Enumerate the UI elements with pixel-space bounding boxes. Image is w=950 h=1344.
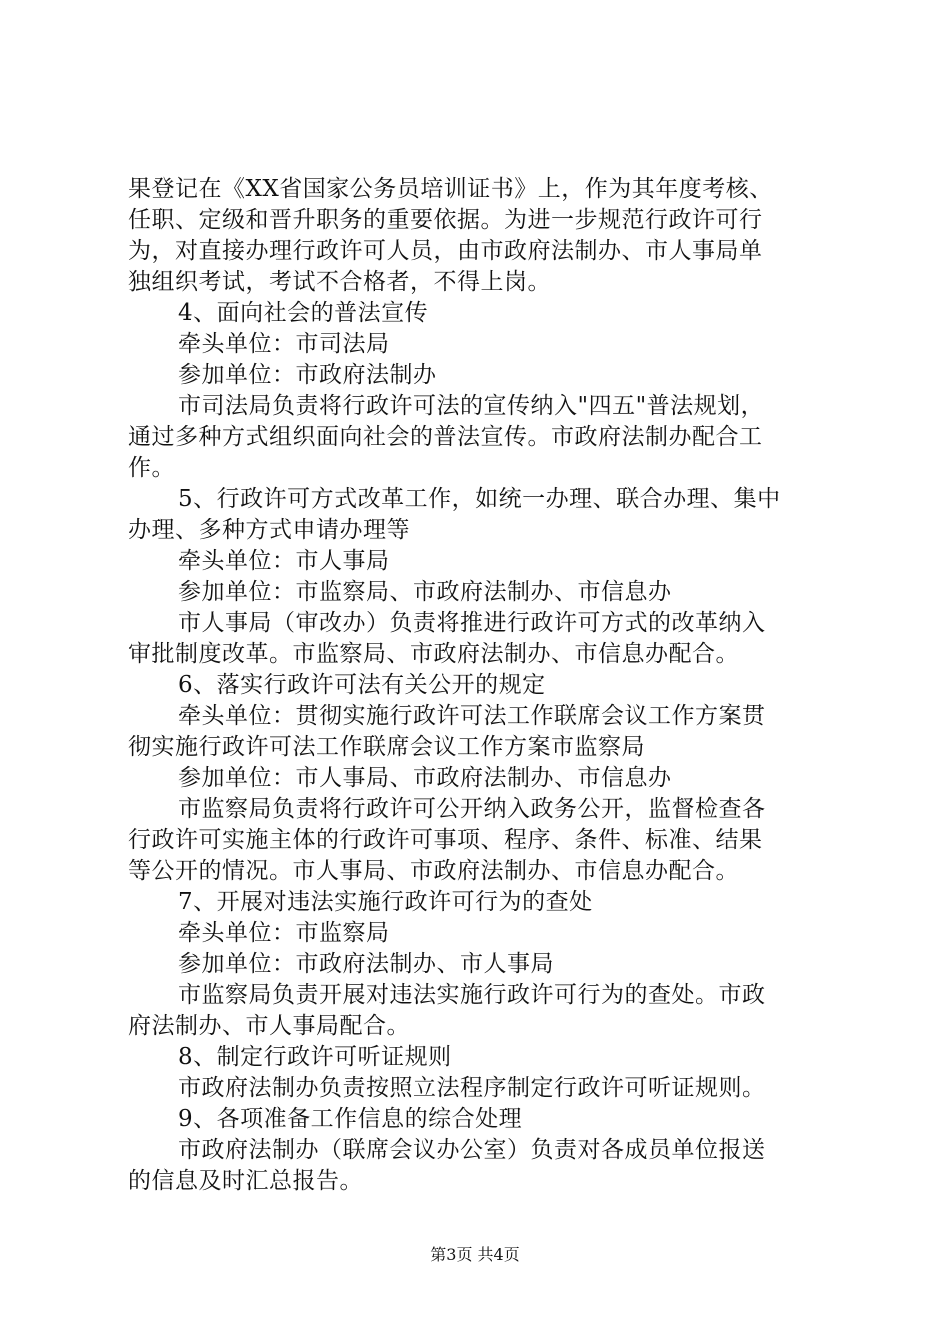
text-line: 6、落实行政许可法有关公开的规定 [178, 672, 546, 698]
text-line: 市司法局负责将行政许可法的宣传纳入"四五"普法规划， [178, 393, 765, 419]
text-line: 参加单位：市政府法制办 [178, 362, 437, 388]
text-line: 独组织考试，考试不合格者，不得上岗。 [128, 269, 551, 295]
page-footer: 第3页 共4页 [430, 1245, 520, 1264]
text-line: 市监察局负责开展对违法实施行政许可行为的查处。市政 [178, 982, 766, 1008]
document-body [128, 174, 833, 1197]
text-line: 市政府法制办（联席会议办公室）负责对各成员单位报送 [178, 1137, 766, 1163]
text-line: 4、面向社会的普法宣传 [178, 300, 429, 326]
text-line: 作。 [128, 455, 175, 481]
text-line: 彻实施行政许可法工作联席会议工作方案市监察局 [128, 734, 645, 760]
text-line: 牵头单位：市人事局 [178, 548, 390, 574]
text-line: 府法制办、市人事局配合。 [128, 1013, 410, 1039]
text-line: 办理、多种方式申请办理等 [128, 517, 410, 543]
text-line: 通过多种方式组织面向社会的普法宣传。市政府法制办配合工 [128, 424, 763, 450]
text-line: 任职、定级和晋升职务的重要依据。为进一步规范行政许可行 [128, 207, 763, 233]
text-line: 市人事局（审改办）负责将推进行政许可方式的改革纳入 [178, 610, 766, 636]
text-line: 9、各项准备工作信息的综合处理 [178, 1106, 523, 1132]
text-line: 果登记在《XX省国家公务员培训证书》上，作为其年度考核、 [128, 176, 773, 202]
text-line: 牵头单位：贯彻实施行政许可法工作联席会议工作方案贯 [178, 703, 766, 729]
text-line: 8、制定行政许可听证规则 [178, 1044, 452, 1070]
text-line: 5、行政许可方式改革工作，如统一办理、联合办理、集中 [178, 486, 781, 512]
text-line: 牵头单位：市司法局 [178, 331, 390, 357]
text-line: 等公开的情况。市人事局、市政府法制办、市信息办配合。 [128, 858, 739, 884]
text-line: 参加单位：市监察局、市政府法制办、市信息办 [178, 579, 672, 605]
text-line: 行政许可实施主体的行政许可事项、程序、条件、标准、结果 [128, 827, 763, 853]
text-line: 审批制度改革。市监察局、市政府法制办、市信息办配合。 [128, 641, 739, 667]
text-line: 参加单位：市政府法制办、市人事局 [178, 951, 554, 977]
text-line: 参加单位：市人事局、市政府法制办、市信息办 [178, 765, 672, 791]
text-line: 的信息及时汇总报告。 [128, 1168, 363, 1194]
text-line: 牵头单位：市监察局 [178, 920, 390, 946]
text-line: 市政府法制办负责按照立法程序制定行政许可听证规则。 [178, 1075, 766, 1101]
text-line: 7、开展对违法实施行政许可行为的查处 [178, 889, 593, 915]
text-line: 市监察局负责将行政许可公开纳入政务公开，监督检查各 [178, 796, 766, 822]
text-line: 为，对直接办理行政许可人员，由市政府法制办、市人事局单 [128, 238, 763, 264]
